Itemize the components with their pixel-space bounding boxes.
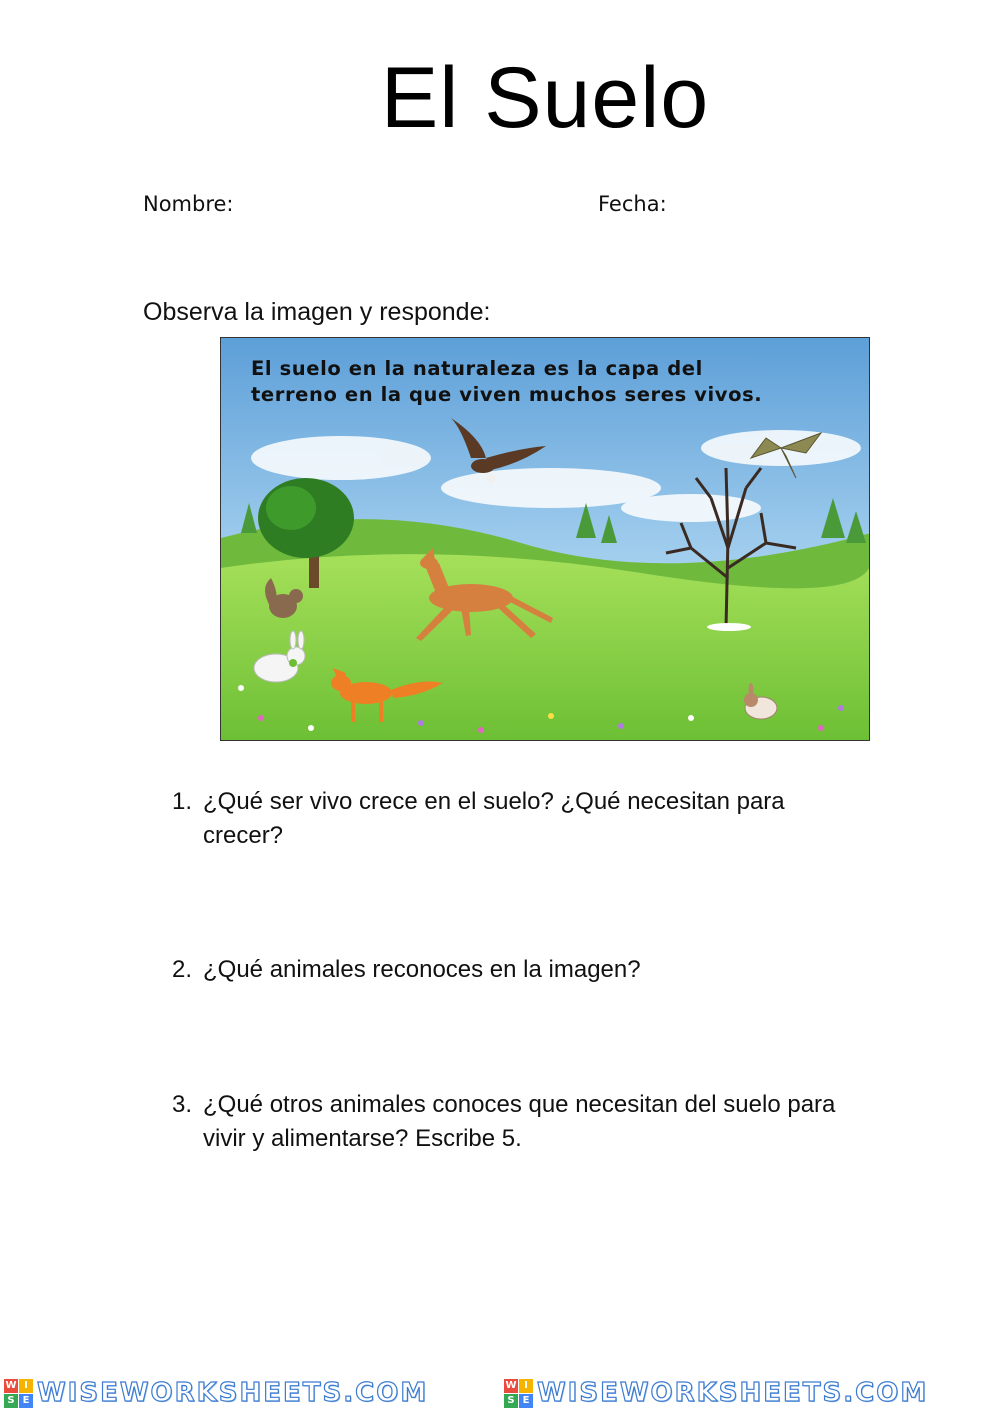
question-text: ¿Qué animales reconoces en la imagen? bbox=[203, 956, 641, 983]
caption-line-2: terreno en la que viven muchos seres vivos. bbox=[251, 383, 763, 406]
question-number: 1. bbox=[172, 788, 193, 815]
watermark-text: WISEWORKSHEETS.COM bbox=[537, 1378, 929, 1408]
watermark-text: WISEWORKSHEETS.COM bbox=[37, 1378, 429, 1408]
nature-illustration bbox=[220, 337, 870, 741]
footer-watermark bbox=[0, 1374, 1000, 1413]
question-text: ¿Qué otros animales conoces que necesitan del suelo para vivir y alimentarse? Escribe 5. bbox=[203, 1091, 836, 1152]
watermark-logo-icon: W I S E bbox=[4, 1379, 33, 1408]
watermark-logo-icon: W I S E bbox=[504, 1379, 533, 1408]
question-2 bbox=[172, 953, 872, 987]
page-title: El Suelo bbox=[380, 50, 710, 146]
question-number: 2. bbox=[172, 956, 193, 983]
caption-line-1: El suelo en la naturaleza es la capa del bbox=[251, 357, 703, 380]
question-3 bbox=[172, 1088, 872, 1156]
name-label: Nombre: bbox=[143, 192, 234, 216]
scene-caption bbox=[251, 356, 870, 408]
snow-patch bbox=[707, 623, 751, 631]
question-number: 3. bbox=[172, 1091, 193, 1118]
date-label: Fecha: bbox=[598, 192, 667, 216]
watermark-1 bbox=[4, 1378, 428, 1408]
question-1 bbox=[172, 785, 872, 853]
instructions: Observa la imagen y responde: bbox=[143, 298, 491, 326]
watermark-2 bbox=[504, 1378, 928, 1408]
question-text: ¿Qué ser vivo crece en el suelo? ¿Qué necesitan para crecer? bbox=[203, 788, 785, 849]
